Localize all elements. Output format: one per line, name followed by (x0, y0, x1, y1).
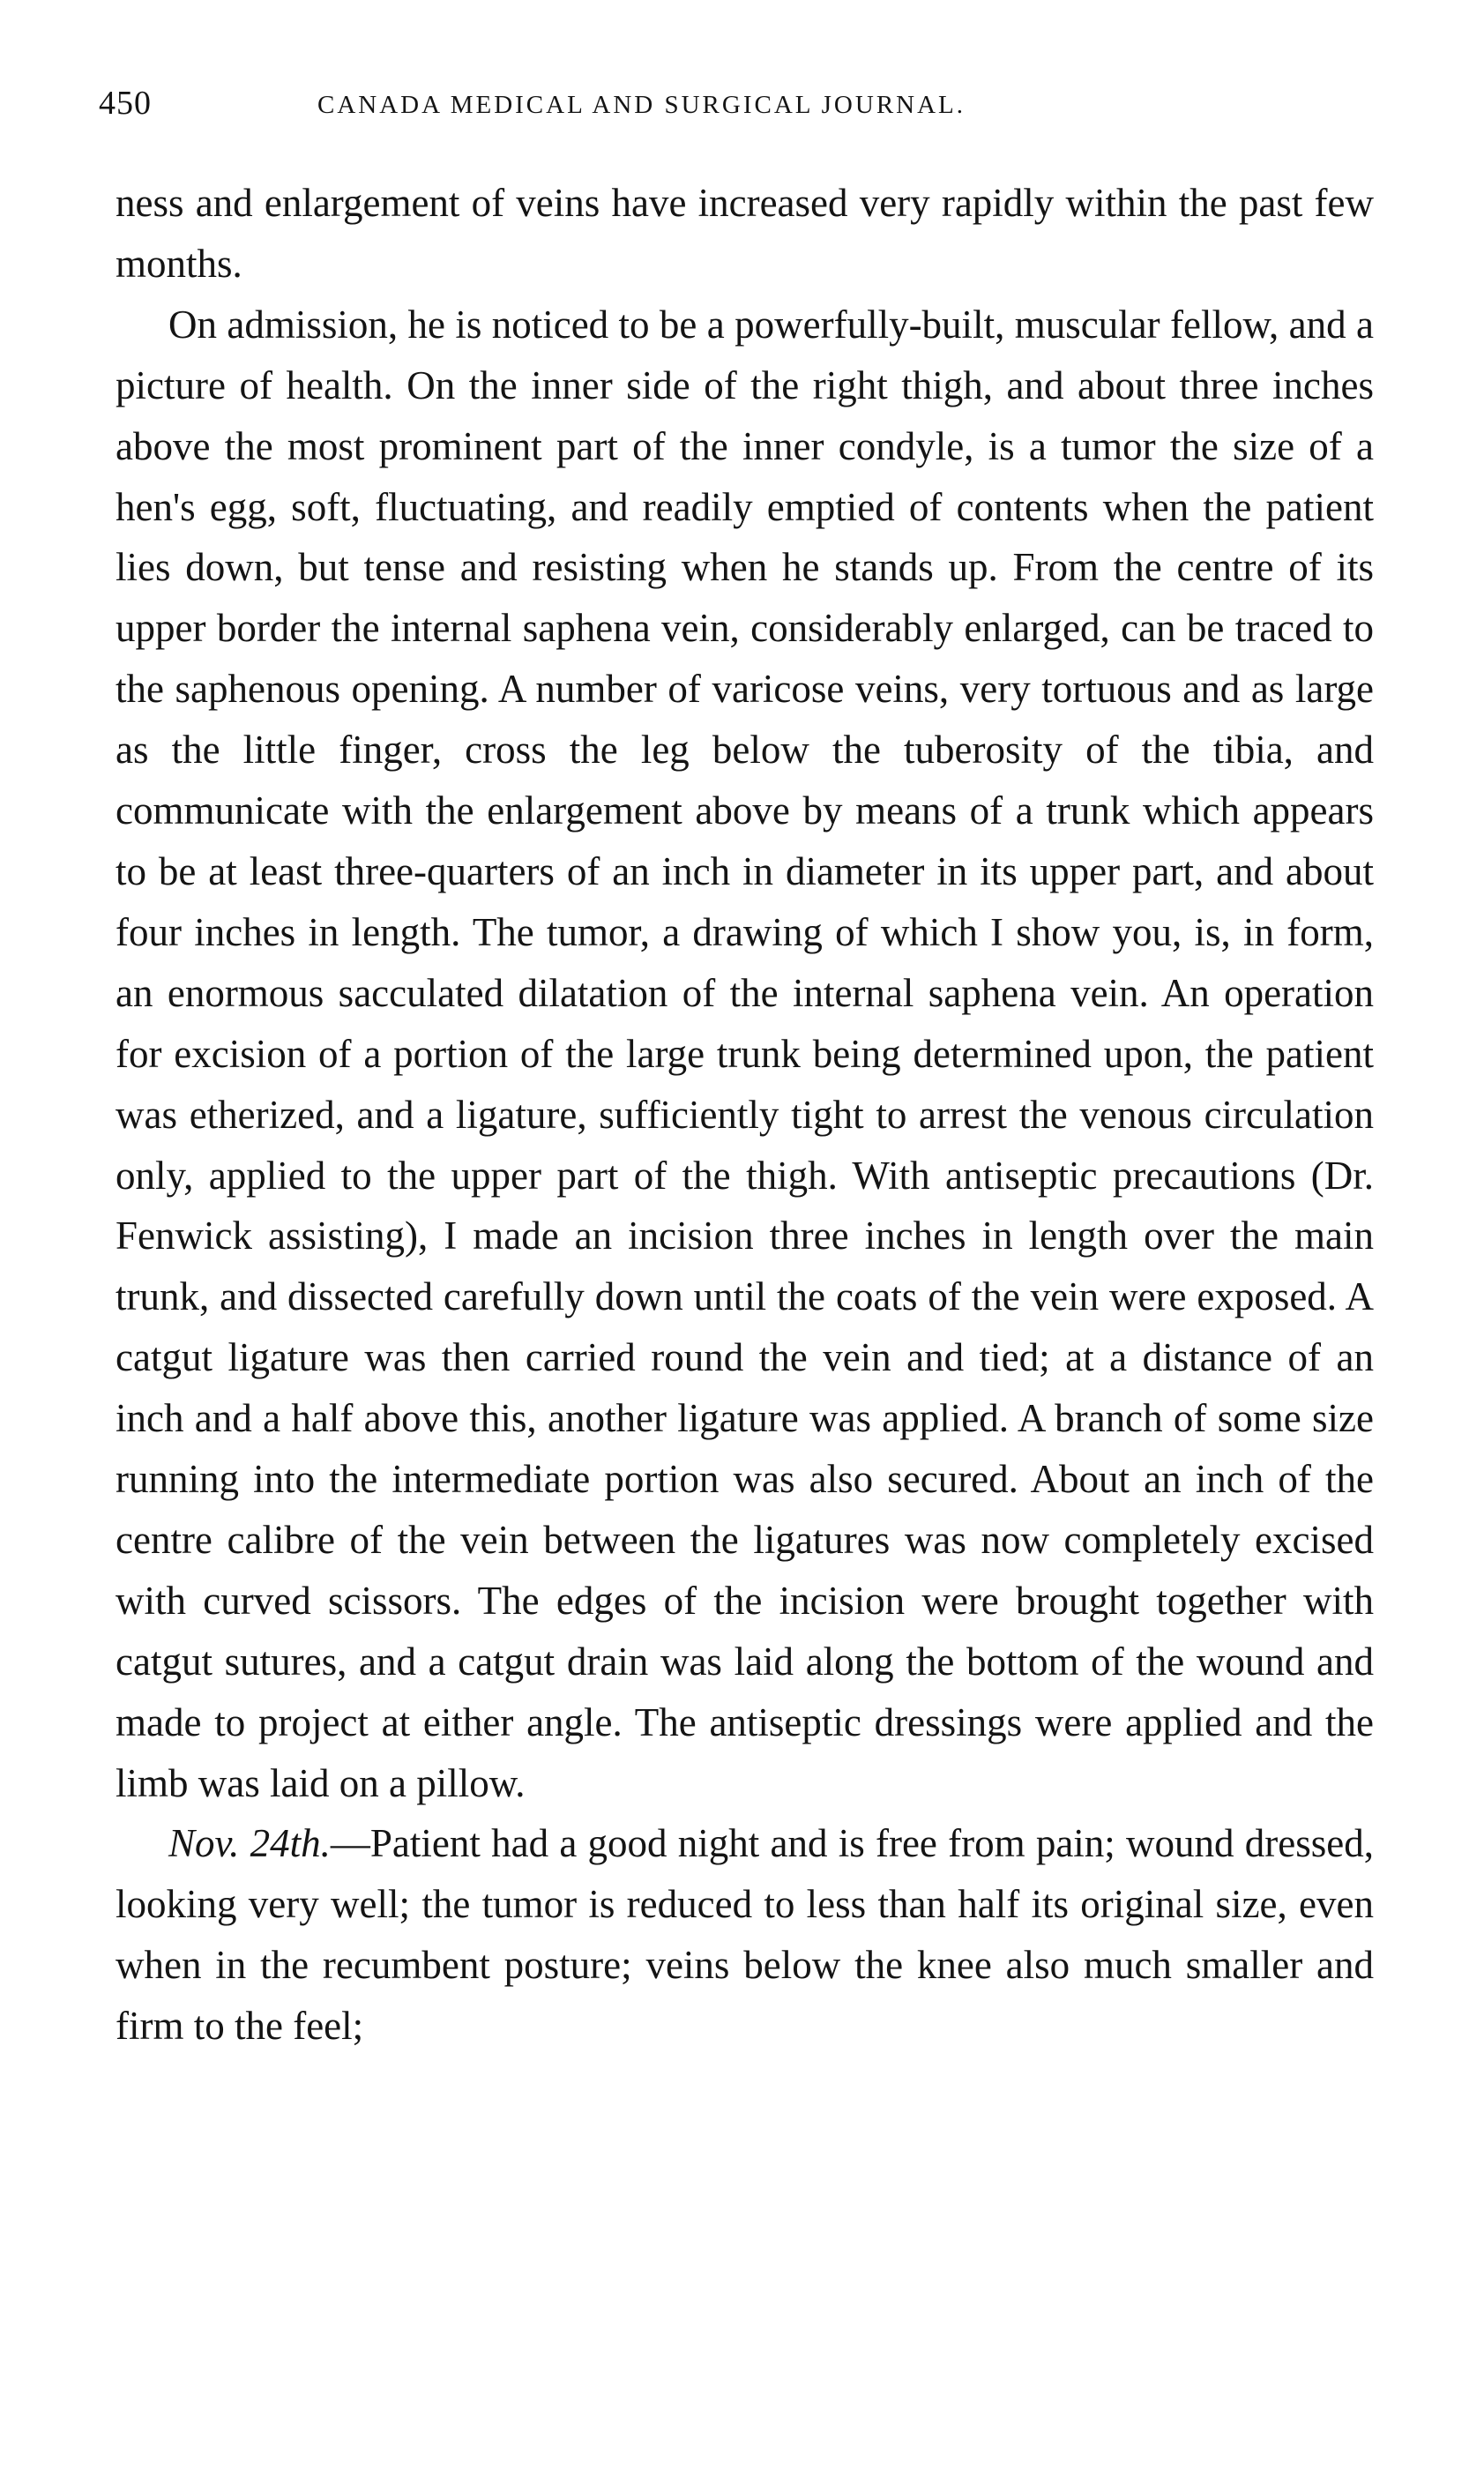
journal-title: CANADA MEDICAL AND SURGICAL JOURNAL. (317, 91, 966, 119)
entry-text: —Patient had a good night and is free from pain; wound dressed, looking very well; the tumor is reduced to less than half its original size, even when in the recumbent posture; veins below the knee also much smaller and firm to the feel; (116, 1821, 1374, 2049)
running-head (99, 84, 1368, 137)
page-number: 450 (99, 85, 152, 122)
paragraph-admission: On admission, he is noticed to be a powerfully-built, muscular fellow, and a picture of health. On the inner side of the right thigh, and about three inches above the most prominent part of the inner condyle, is a tumor the size of a hen's egg, soft, fluctuating, and readily emptied of contents when the patient lies down, but tense and resisting when he stands up. From the centre of its upper border the internal saphena vein, considerably enlarged, can be traced to the saphenous opening. A number of varicose veins, very tortuous and as large as the little finger, cross the leg below the tuberosity of the tibia, and communicate with the enlargement above by means of a trunk which appears to be at least three-quarters of an inch in diameter in its upper part, and about four inches in length. The tumor, a drawing of which I show you, is, in form, an enormous sacculated dilatation of the internal saphena vein. An operation for excision of a portion of the large trunk being determined upon, the patient was etherized, and a ligature, sufficiently tight to arrest the venous circulation only, applied to the upper part of the thigh. With antiseptic precautions (Dr. Fenwick assisting), I made an incision three inches in length over the main trunk, and dissected carefully down until the coats of the vein were exposed. A catgut ligature was then carried round the vein and tied; at a distance of an inch and a half above this, another ligature was applied. A branch of some size running into the intermediate portion was also secured. About an inch of the centre calibre of the vein between the ligatures was now completely excised with curved scissors. The edges of the incision were brought together with catgut sutures, and a catgut drain was laid along the bottom of the wound and made to project at either angle. The antiseptic dressings were applied and the limb was laid on a pillow. (116, 302, 1374, 1805)
article-body (116, 173, 1374, 2057)
paragraph-continuation: ness and enlargement of veins have increased very rapidly within the past few months. (116, 181, 1374, 286)
entry-date: Nov. 24th. (168, 1821, 331, 1866)
paragraph-nov-24 (116, 1813, 1374, 2057)
